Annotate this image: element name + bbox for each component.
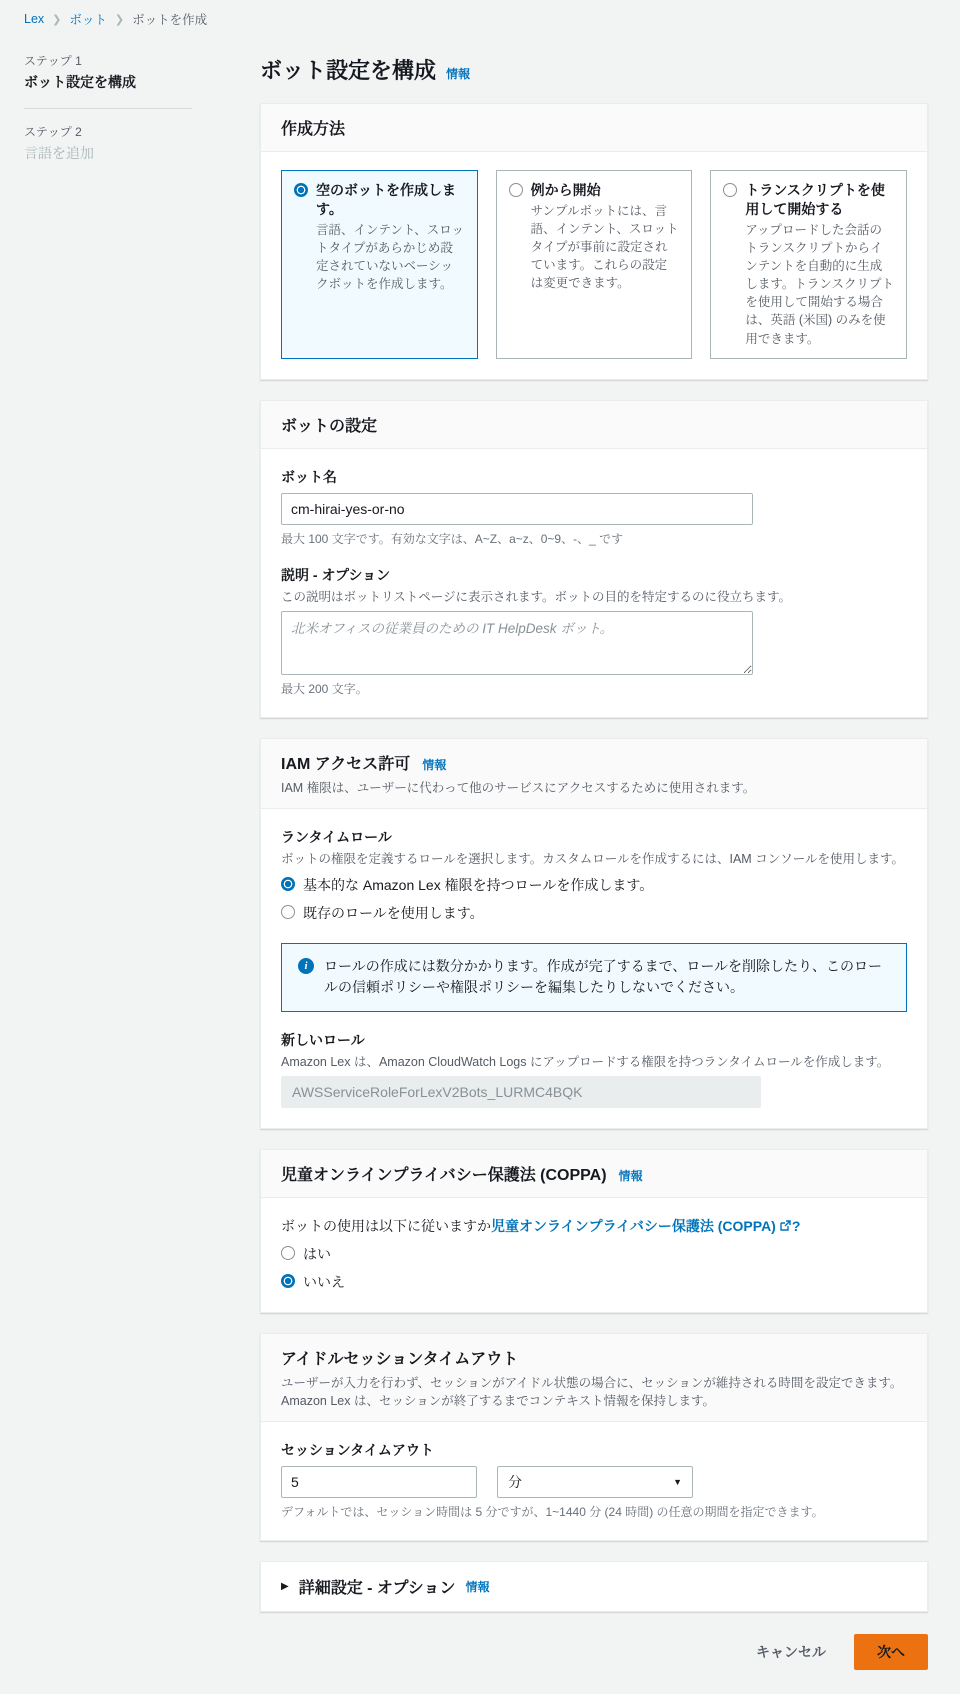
advanced-info-link[interactable]: 情報 — [465, 1580, 490, 1595]
chevron-down-icon: ▼ — [673, 1477, 682, 1488]
radio-row-create-role[interactable] — [281, 875, 907, 895]
tile-title: 空のボットを作成します。 — [316, 182, 456, 217]
description-label: 説明 - オプション — [281, 566, 391, 583]
tile-title: トランスクリプトを使用して開始する — [745, 182, 885, 217]
tile-start-from-example[interactable] — [496, 170, 693, 359]
radio-create-role[interactable] — [281, 877, 295, 891]
creation-method-title: 作成方法 — [281, 121, 346, 138]
radio-existing-role-label: 既存のロールを使用します。 — [303, 904, 484, 921]
tile-desc: アップロードした会話のトランスクリプトからインテントを自動的に生成します。トランスクリプトを使用して開始する場合は、英語 (米国) のみを使用できます。 — [745, 222, 894, 346]
bot-settings-title: ボットの設定 — [281, 417, 378, 435]
description-textarea[interactable] — [281, 611, 753, 675]
coppa-question-prefix: ボットの使用は以下に従いますか — [281, 1218, 491, 1235]
radio-coppa-yes[interactable] — [281, 1246, 295, 1260]
bot-name-input[interactable] — [281, 493, 753, 525]
timeout-unit-select[interactable] — [497, 1466, 693, 1498]
description-hint: 最大 200 文字。 — [281, 681, 368, 696]
radio-row-coppa-yes[interactable] — [281, 1244, 907, 1264]
role-creation-alert-text: ロールの作成には数分かかります。作成が完了するまで、ロールを削除したり、このロールの信頼ポリシーや権限ポリシーを編集したりしないでください。 — [324, 957, 883, 996]
new-role-label: 新しいロール — [281, 1032, 365, 1049]
coppa-info-link[interactable]: 情報 — [618, 1169, 643, 1184]
next-button[interactable]: 次へ — [854, 1634, 928, 1670]
cancel-button[interactable]: キャンセル — [752, 1636, 830, 1668]
advanced-settings-title: 詳細設定 - オプション — [298, 1580, 456, 1598]
caret-right-icon: ▶ — [281, 1581, 289, 1593]
idle-timeout-title: アイドルセッションタイムアウト — [281, 1351, 519, 1369]
radio-create-blank-bot[interactable] — [294, 183, 308, 197]
step2-label: ステップ 2 — [24, 125, 82, 139]
idle-timeout-card — [260, 1333, 928, 1541]
bot-settings-card — [260, 400, 928, 718]
info-icon: i — [298, 958, 314, 974]
tile-start-with-transcripts[interactable] — [710, 170, 907, 359]
main-content — [260, 52, 928, 1670]
description-help: この説明はボットリストページに表示されます。ボットの目的を特定するのに役立ちます。 — [281, 589, 792, 604]
external-link-icon — [779, 1219, 791, 1235]
steps-nav — [24, 52, 260, 163]
breadcrumb-current: ボットを作成 — [132, 13, 208, 27]
bot-name-hint: 最大 100 文字です。有効な文字は、A~Z、a~z、0~9、-、_ です — [281, 531, 624, 546]
radio-coppa-no[interactable] — [281, 1274, 295, 1288]
breadcrumb-separator-icon: ❯ — [114, 13, 125, 26]
timeout-unit-value: 分 — [508, 1474, 522, 1491]
radio-start-from-example[interactable] — [509, 183, 523, 197]
radio-coppa-yes-label: はい — [303, 1246, 331, 1263]
bot-name-label: ボット名 — [281, 468, 337, 485]
breadcrumb-separator-icon: ❯ — [52, 13, 62, 26]
coppa-question-suffix[interactable]: ? — [791, 1218, 801, 1235]
role-creation-info-alert — [281, 943, 907, 1012]
radio-row-existing-role[interactable] — [281, 903, 907, 923]
footer-actions — [260, 1634, 928, 1670]
tile-desc: 言語、インテント、スロットタイプがあらかじめ設定されていないベーシックボットを作成します。 — [316, 222, 465, 292]
step1-label: ステップ 1 — [24, 54, 82, 68]
iam-info-link[interactable]: 情報 — [422, 757, 447, 772]
runtime-role-label: ランタイムロール — [281, 828, 392, 845]
iam-title: IAM アクセス許可 — [281, 755, 411, 773]
page-title: ボット設定を構成 — [260, 58, 437, 83]
breadcrumb-bots[interactable]: ボット — [69, 13, 107, 27]
radio-coppa-no-label: いいえ — [303, 1274, 345, 1291]
session-timeout-hint: デフォルトでは、セッション時間は 5 分ですが、1~1440 分 (24 時間) の任意の期間を指定できます。 — [281, 1505, 824, 1520]
coppa-law-link[interactable]: 児童オンラインプライバシー保護法 (COPPA) — [491, 1218, 776, 1235]
advanced-settings-expander[interactable] — [261, 1562, 927, 1611]
creation-method-card — [260, 103, 928, 380]
iam-permissions-card — [260, 738, 928, 1129]
idle-timeout-desc: ユーザーが入力を行わず、セッションがアイドル状態の場合に、セッションが維持される時間を設定できます。Amazon Lex は、セッションが終了するまでコンテキスト情報を保持します。 — [281, 1376, 903, 1409]
session-timeout-input[interactable] — [281, 1466, 477, 1498]
radio-existing-role[interactable] — [281, 905, 295, 919]
steps-divider — [24, 108, 192, 109]
new-role-desc: Amazon Lex は、Amazon CloudWatch Logs にアップロードする権限を持つランタイムロールを作成します。 — [281, 1055, 890, 1070]
page-title-info-link[interactable]: 情報 — [446, 67, 471, 81]
radio-start-with-transcripts[interactable] — [723, 183, 737, 197]
tile-create-blank-bot[interactable] — [281, 170, 478, 359]
runtime-role-desc: ボットの権限を定義するロールを選択します。カスタムロールを作成するには、IAM コンソールを使用します。 — [281, 851, 904, 866]
radio-row-coppa-no[interactable] — [281, 1272, 907, 1292]
tile-title: 例から開始 — [530, 182, 601, 198]
tile-desc: サンプルボットには、言語、インテント、スロットタイプが事前に設定されています。これらの設定は変更できます。 — [530, 203, 679, 291]
breadcrumb-lex[interactable]: Lex — [24, 12, 45, 26]
coppa-title: 児童オンラインプライバシー保護法 (COPPA) — [281, 1167, 607, 1185]
iam-header-desc: IAM 権限は、ユーザーに代わって他のサービスにアクセスするために使用されます。 — [281, 780, 756, 795]
step2-title: 言語を追加 — [24, 145, 94, 161]
step1-title[interactable]: ボット設定を構成 — [24, 74, 136, 90]
breadcrumb — [24, 10, 940, 28]
session-timeout-label: セッションタイムアウト — [281, 1442, 434, 1459]
advanced-settings-card — [260, 1561, 928, 1612]
radio-create-role-label: 基本的な Amazon Lex 権限を持つロールを作成します。 — [303, 876, 654, 893]
coppa-question — [281, 1216, 907, 1236]
new-role-name-readonly: AWSServiceRoleForLexV2Bots_LURMC4BQK — [281, 1076, 761, 1108]
coppa-card — [260, 1149, 928, 1313]
